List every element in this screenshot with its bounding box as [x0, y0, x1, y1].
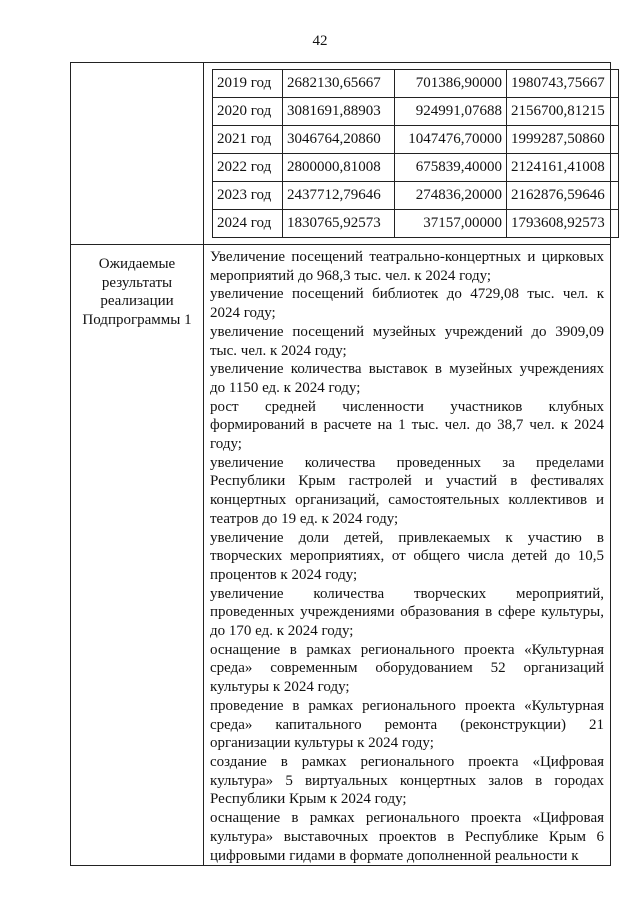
finance-cell: [204, 63, 611, 245]
result-item: Увеличение посещений театрально-концертных и цирковых мероприятий до 968,3 тыс. чел. к 2024 году;: [210, 249, 604, 284]
finance-federal-cell: 924991,07688: [395, 98, 507, 126]
results-list: [210, 248, 604, 865]
result-item: проведение в рамках регионального проекта «Культурная среда» капитального ремонта (реконструкции) 21 организации культуры к 2024 году;: [210, 697, 604, 752]
finance-year-cell: 2021 год: [213, 126, 283, 154]
finance-federal-cell: 37157,00000: [395, 210, 507, 238]
finance-year-row: [213, 126, 619, 154]
result-item: рост средней численности участников клубных формирований в расчете на 1 тыс. чел. до 38,7 чел. к 2024 году;: [210, 398, 604, 453]
finance-year-row: [213, 70, 619, 98]
result-item: увеличение посещений библиотек до 4729,08 тыс. чел. к 2024 году;: [210, 286, 604, 322]
finance-year-cell: 2022 год: [213, 154, 283, 182]
result-item: увеличение количества творческих мероприятий, проведенных учреждениями образования в сфере культуры, до 170 ед. к 2024 году;: [210, 585, 604, 640]
finance-label-cell: [71, 63, 204, 245]
finance-total-cell: 3046764,20860: [283, 126, 395, 154]
results-row: [71, 245, 611, 866]
finance-federal-cell: 274836,20000: [395, 182, 507, 210]
finance-year-cell: 2023 год: [213, 182, 283, 210]
finance-year-cell: 2019 год: [213, 70, 283, 98]
finance-regional-cell: 2162876,59646: [507, 182, 619, 210]
finance-regional-cell: 1999287,50860: [507, 126, 619, 154]
page-number: 42: [312, 33, 328, 49]
finance-year-row: [213, 154, 619, 182]
finance-year-cell: 2024 год: [213, 210, 283, 238]
finance-total-cell: 2437712,79646: [283, 182, 395, 210]
finance-regional-cell: 1793608,92573: [507, 210, 619, 238]
finance-row: [71, 63, 611, 245]
finance-by-year-table: [212, 69, 619, 238]
finance-year-row: [213, 98, 619, 126]
finance-total-cell: 1830765,92573: [283, 210, 395, 238]
finance-regional-cell: 2156700,81215: [507, 98, 619, 126]
finance-total-cell: 2800000,81008: [283, 154, 395, 182]
results-label: Ожидаемые результаты реализации Подпрограммы 1: [71, 245, 204, 866]
finance-regional-cell: 2124161,41008: [507, 154, 619, 182]
result-item: увеличение количества выставок в музейных учреждениях до 1150 ед. к 2024 году;: [210, 361, 604, 396]
result-item: увеличение посещений музейных учреждений до 3909,09 тыс. чел. к 2024 году;: [210, 323, 604, 359]
finance-year-row: [213, 210, 619, 238]
results-text-cell: [204, 245, 611, 866]
subprogram-passport-table: [70, 62, 611, 866]
result-item: оснащение в рамках регионального проекта «Цифровая культура» выставочных проектов в Республике Крым 6 цифровыми гидами в формате дополненной реальности к: [210, 810, 604, 864]
result-item: создание в рамках регионального проекта «Цифровая культура» 5 виртуальных концертных залов в городах Республики Крым к 2024 году;: [210, 753, 604, 808]
finance-year-row: [213, 182, 619, 210]
result-item: увеличение доли детей, привлекаемых к участию в творческих мероприятиях, от общего числа детей до 10,5 процентов к 2024 году;: [210, 529, 604, 583]
finance-total-cell: 3081691,88903: [283, 98, 395, 126]
result-item: увеличение количества проведенных за пределами Республики Крым гастролей и участий в фестивалях концертных организаций, самостоятельных коллективов и театров до 19 ед. к 2024 году;: [210, 454, 604, 527]
finance-total-cell: 2682130,65667: [283, 70, 395, 98]
finance-federal-cell: 1047476,70000: [395, 126, 507, 154]
finance-regional-cell: 1980743,75667: [507, 70, 619, 98]
finance-federal-cell: 701386,90000: [395, 70, 507, 98]
finance-year-cell: 2020 год: [213, 98, 283, 126]
result-item: оснащение в рамках регионального проекта «Культурная среда» современным оборудованием 52 организаций культуры к 2024 году;: [210, 641, 604, 696]
finance-federal-cell: 675839,40000: [395, 154, 507, 182]
